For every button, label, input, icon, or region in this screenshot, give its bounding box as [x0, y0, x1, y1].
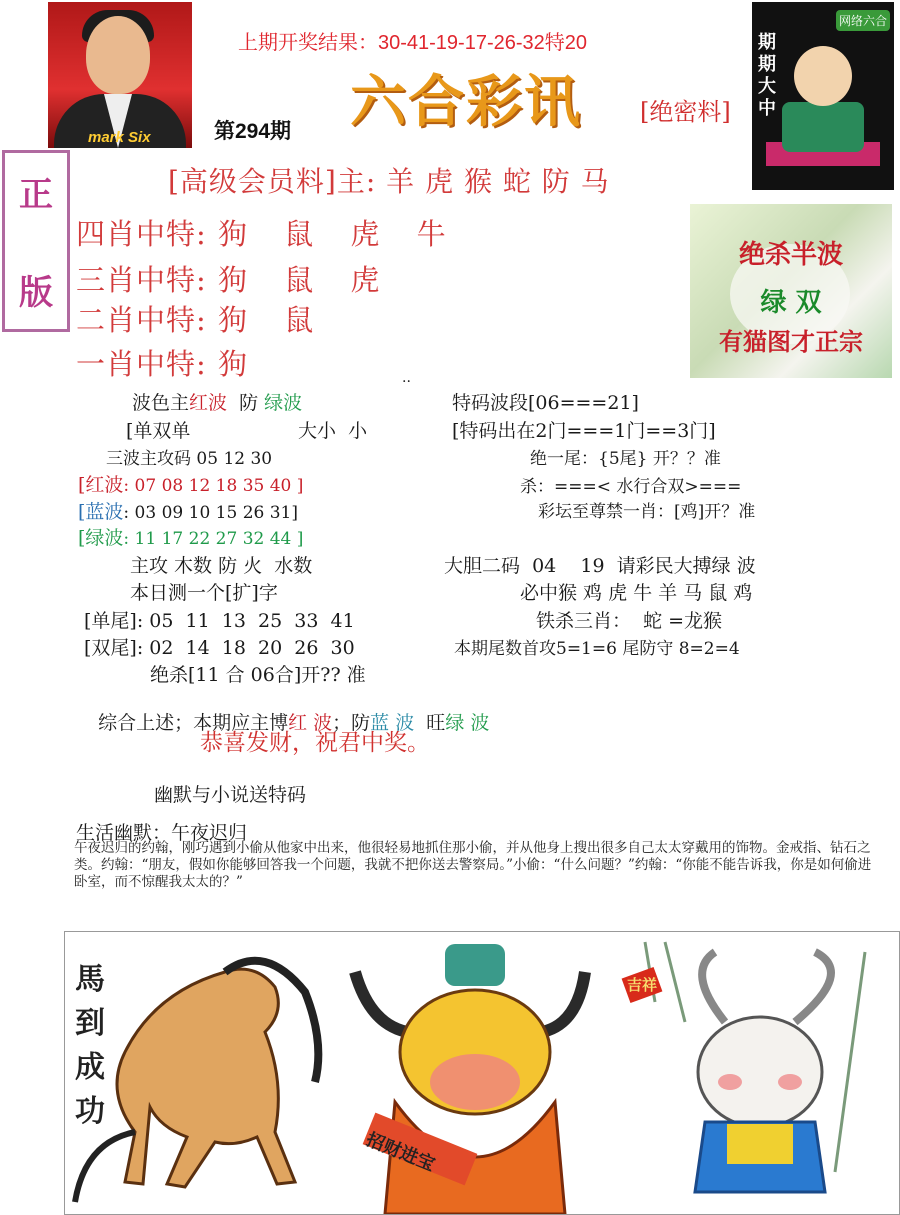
zodiac-illustration [64, 931, 900, 1215]
wave-mid: 防 [227, 392, 265, 414]
zodiac-three [76, 258, 380, 299]
congrats-line: 恭喜发财，祝君中奖。 [200, 730, 430, 756]
humor-body: 午夜迟归的约翰，刚巧遇到小偷从他家中出来，他很轻易地抓住那小偷，并从他身上搜出很多自己太太穿戴用的饰物。金戒指、钻石之类。约翰：“朋友，假如你能够回答我一个问题，我就不把你送去警察局。”小偷：“什么问题？”约翰：“你能不能告诉我，你是如何偷进卧室，而不惊醒我太太的？” [74, 840, 872, 890]
segment-line: 特码波段[06===21] [452, 392, 639, 414]
ox-illustration [335, 932, 615, 1214]
zodiac-two [76, 298, 314, 339]
red-wave-line [78, 470, 303, 497]
zodiac-value: 狗 鼠 虎 [218, 263, 381, 297]
tail-attack-line: 本期尾数首攻5=1=6 尾防守 8=2=4 [454, 639, 740, 659]
goat-firecracker-text: 吉祥 [627, 976, 658, 994]
summary-prefix: 综合上述；本期应主博 [98, 712, 289, 734]
cartoon-banner [752, 2, 894, 190]
wave-red: 红波 [189, 392, 228, 414]
kill-combo-line: 绝杀[11 合 06合]开?? 准 [150, 664, 366, 686]
zodiac-value: 狗 [218, 347, 249, 381]
three-wave-line: 三波主攻码 05 12 30 [106, 449, 273, 469]
zodiac-label: 四肖中特: [76, 217, 207, 251]
humor-subtitle: 生活幽默：午夜迟归 [76, 822, 248, 844]
ox-scroll-text: 招财进宝 [363, 1129, 438, 1176]
summary-blue: 蓝 波 [370, 712, 415, 734]
tail-one-line: 绝一尾：{5尾} 开？？准 [530, 449, 721, 469]
zodiac-label: 三肖中特: [76, 263, 207, 297]
green-wave-label: [绿波 [78, 527, 124, 549]
humor-heading: 幽默与小说送特码 [154, 784, 307, 806]
summary-green: 绿 波 [445, 712, 490, 734]
vip-member-line: [高级会员料]主: 羊 虎 猴 蛇 防 马 [168, 165, 610, 198]
zodiac-label: 二肖中特: [76, 303, 207, 337]
kill-water-line: 杀：===< 水行合双>=== [520, 477, 742, 497]
bold-two-line: 大胆二码 04 19 请彩民大搏绿 波 [444, 555, 756, 577]
red-wave-label: [红波 [78, 474, 124, 496]
last-draw-result: 上期开奖结果：30-41-19-17-26-32特20 [238, 32, 588, 54]
forbid-line: 彩坛至尊禁一肖：[鸡]开？准 [538, 502, 756, 522]
edition-badge [2, 150, 70, 332]
portrait-photo [48, 2, 192, 148]
mark-six-logo: mark Six [88, 129, 151, 146]
edition-char-1: 正 [19, 175, 53, 215]
green-wave-numbers: : 11 17 22 27 32 44 ] [123, 529, 304, 549]
element-line: 主攻 木数 防 火 水数 [130, 555, 313, 577]
promo-line-2: 绿 双 [760, 288, 822, 318]
horse-caption: 馬到成功 [75, 962, 105, 1129]
blue-wave-label: [蓝波 [78, 501, 124, 523]
odd-even-line: [单双单 [126, 420, 191, 442]
blue-wave-numbers: : 03 09 10 15 26 31] [123, 503, 298, 523]
promo-line-1: 绝杀半波 [738, 240, 843, 270]
title-tag: [绝密料] [640, 98, 731, 126]
zodiac-value: 狗 鼠 [218, 303, 315, 337]
red-wave-numbers: : 07 08 12 18 35 40 ] [123, 476, 304, 496]
wave-prefix: 波色主 [132, 392, 190, 414]
promo-line-3: 有猫图才正宗 [719, 327, 863, 356]
decor-dots: .. [402, 370, 411, 386]
zodiac-label: 一肖中特: [76, 347, 207, 381]
door-line: [特码出在2门===1门==3门] [452, 420, 716, 442]
summary-mid-2: 旺 [414, 712, 446, 734]
blue-wave-line [78, 497, 298, 524]
green-wave-line [78, 523, 303, 550]
summary-mid-1: ；防 [332, 712, 371, 734]
zodiac-value: 狗 鼠 虎 牛 [218, 217, 447, 251]
size-line: 大小 小 [298, 420, 368, 442]
cartoon-badge: 网络六合 [836, 10, 890, 31]
page-title: 六合彩讯 [350, 69, 582, 135]
daily-word-line: 本日测一个[扩]字 [130, 582, 278, 604]
double-tail-line: [双尾]: 02 14 18 20 26 30 [84, 637, 355, 659]
must-hit-line: 必中猴 鸡 虎 牛 羊 马 鼠 鸡 [520, 582, 753, 604]
single-tail-line: [单尾]: 05 11 13 25 33 41 [84, 610, 355, 632]
issue-number: 第294期 [214, 120, 292, 143]
wave-color-line [132, 388, 302, 415]
zodiac-four [76, 212, 447, 253]
summary-red: 红 波 [288, 712, 333, 734]
edition-char-2: 版 [19, 273, 53, 313]
zodiac-one [76, 342, 248, 383]
wave-green: 绿波 [264, 392, 303, 414]
promo-cat-image [690, 204, 892, 378]
cartoon-text: 期期大中 [758, 32, 776, 119]
iron-kill-line: 铁杀三肖： 蛇 =龙猴 [536, 610, 723, 632]
